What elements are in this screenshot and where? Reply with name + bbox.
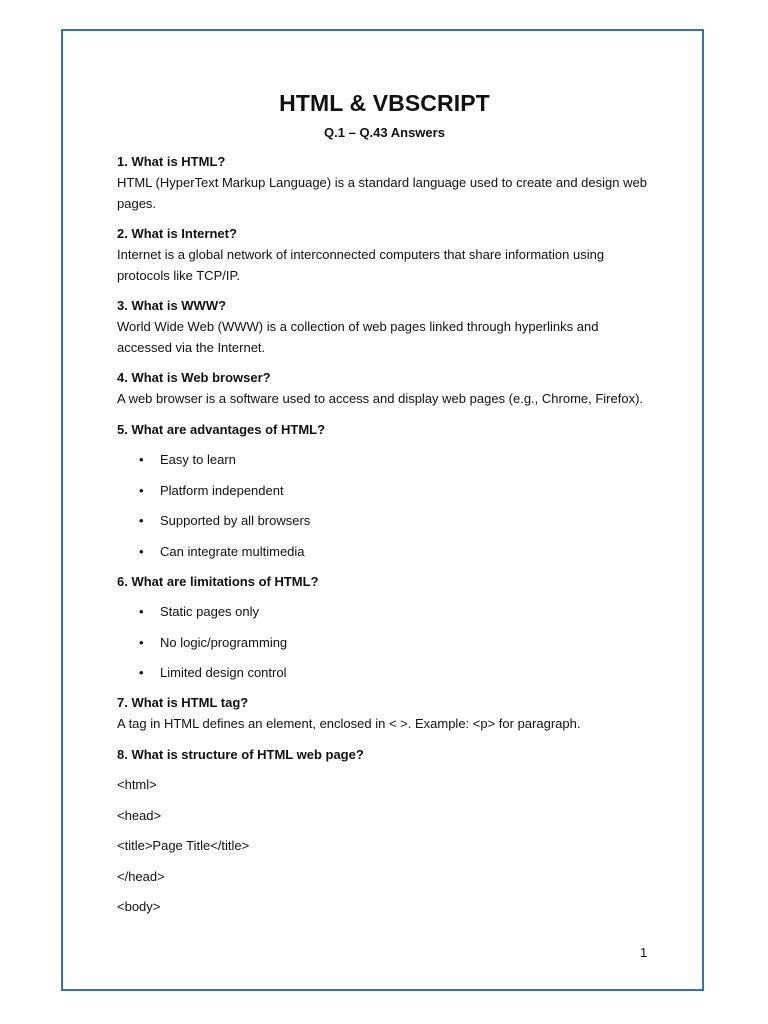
qa-section-6	[117, 572, 652, 684]
list-item	[117, 511, 652, 531]
list-item-text: Supported by all browsers	[160, 513, 311, 528]
code-line: <head>	[117, 807, 162, 823]
bullet-icon: •	[139, 665, 144, 680]
list-item-text: Can integrate multimedia	[160, 543, 305, 559]
list-item	[117, 633, 652, 653]
bullet-icon: •	[139, 513, 144, 528]
question-heading: 2. What is Internet?	[117, 226, 237, 241]
list-item-text: Static pages only	[160, 604, 260, 619]
list-item	[117, 602, 652, 622]
question-heading: 7. What is HTML tag?	[117, 695, 249, 710]
question-heading: 4. What is Web browser?	[117, 370, 271, 385]
answer-text: HTML (HyperText Markup Language) is a standard language used to create and design web pages.	[117, 175, 647, 211]
bullet-list	[117, 450, 652, 562]
code-line: </head>	[117, 868, 165, 884]
question-heading: 1. What is HTML?	[117, 154, 226, 169]
list-item-text: No logic/programming	[160, 634, 288, 650]
bullet-icon: •	[139, 452, 144, 467]
bullet-icon: •	[139, 543, 144, 559]
question-heading: 3. What is WWW?	[117, 298, 227, 313]
bullet-icon: •	[139, 604, 144, 619]
answer-text: A tag in HTML defines an element, enclosed in < >. Example: <p> for paragraph.	[117, 716, 581, 731]
answer-text: A web browser is a software used to access and display web pages (e.g., Chrome, Firefox).	[117, 391, 644, 406]
code-line: <title>Page Title</title>	[117, 838, 250, 853]
qa-section-7	[117, 693, 652, 735]
bullet-list	[117, 602, 652, 683]
qa-section-2	[117, 224, 652, 286]
document-subtitle: Q.1 – Q.43 Answers	[324, 125, 445, 140]
document-body	[117, 88, 652, 917]
list-item	[117, 542, 652, 562]
document-title: HTML & VBSCRIPT	[279, 90, 490, 116]
qa-section-5	[117, 420, 652, 562]
qa-section-3	[117, 296, 652, 358]
qa-section-4	[117, 368, 652, 410]
list-item-text: Easy to learn	[160, 452, 236, 467]
answer-text: Internet is a global network of interconnected computers that share information using protocols like TCP/IP.	[117, 247, 605, 283]
list-item	[117, 663, 652, 683]
bullet-icon: •	[139, 482, 144, 498]
code-line: <body>	[117, 899, 161, 914]
list-item-text: Limited design control	[160, 665, 287, 680]
code-line: <html>	[117, 777, 157, 792]
page-number: 1	[640, 945, 648, 960]
list-item	[117, 450, 652, 470]
list-item	[117, 481, 652, 501]
answer-text: World Wide Web (WWW) is a collection of web pages linked through hyperlinks and accessed via the Internet.	[117, 319, 599, 355]
question-heading: 8. What is structure of HTML web page?	[117, 746, 364, 762]
qa-section-1	[117, 152, 652, 214]
question-heading: 6. What are limitations of HTML?	[117, 573, 319, 589]
bullet-icon: •	[139, 634, 144, 650]
question-heading: 5. What are advantages of HTML?	[117, 421, 326, 437]
qa-section-8	[117, 745, 652, 918]
list-item-text: Platform independent	[160, 482, 284, 498]
